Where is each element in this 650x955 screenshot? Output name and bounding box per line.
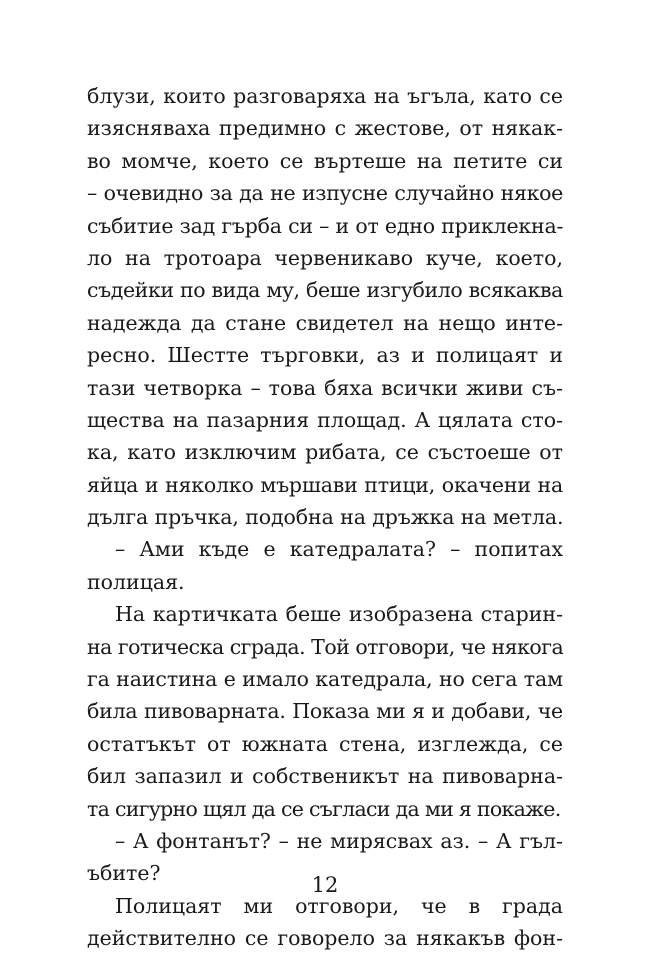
text-line-22: бил запазил и собственикът на пивоварна- <box>87 764 563 789</box>
text-line-23: та сигурно щял да се съгласи да ми я покаже. <box>87 796 561 821</box>
text-line-2: изясняваха предимно с жестове, от някак- <box>87 116 563 141</box>
body-text <box>87 80 563 955</box>
text-line-7: съдейки по вида му, беше изгубило всякаква <box>87 278 563 303</box>
text-line-3: во момче, което се въртеше на петите си <box>87 148 563 173</box>
text-line-18: на готическа сграда. Той отговори, че някога <box>87 634 564 659</box>
text-line-9: ресно. Шестте търговки, аз и полицаят и <box>87 343 563 368</box>
text-line-10: тази четворка – това бяха всички живи съ- <box>87 375 563 400</box>
text-line-27: действително се говорело за някакъв фон- <box>87 926 563 951</box>
text-line-12: ка, като изключим рибата, се състоеше от <box>87 440 563 465</box>
text-line-21: остатъкът от южната стена, изглежда, се <box>87 731 563 756</box>
text-line-4: – очевидно за да не изпусне случайно някое <box>87 181 563 206</box>
text-line-8: надежда да стане свидетел на нещо инте- <box>87 310 563 335</box>
page-number: 12 <box>311 873 339 897</box>
text-line-15: – Ами къде е катедралата? – попитах <box>115 537 563 562</box>
text-line-26: Полицаят ми отговори, че в града <box>115 893 563 918</box>
text-line-24: – А фонтанът? – не мирясвах аз. – А гъл- <box>115 828 563 853</box>
text-line-25: ъбите? <box>87 861 161 886</box>
text-line-19: га наистина е имало катедрала, но сега там <box>87 667 563 692</box>
text-line-6: ло на тротоара червеникаво куче, което, <box>87 245 563 270</box>
text-line-16: полицая. <box>87 569 185 594</box>
text-line-1: блузи, които разговаряха на ъгъла, като се <box>87 84 563 108</box>
text-line-20: била пивоварната. Показа ми я и добави, че <box>87 699 563 724</box>
text-line-17: На картичката беше изобразена старин- <box>115 602 563 627</box>
text-line-13: яйца и няколко мършави птици, окачени на <box>87 472 563 497</box>
text-line-14: дълга пръчка, подобна на дръжка на метла. <box>87 505 564 530</box>
text-line-5: събитие зад гърба си – и от едно приклекна- <box>87 213 564 238</box>
text-line-11: щества на пазарния площад. А цялата сто- <box>87 407 563 432</box>
